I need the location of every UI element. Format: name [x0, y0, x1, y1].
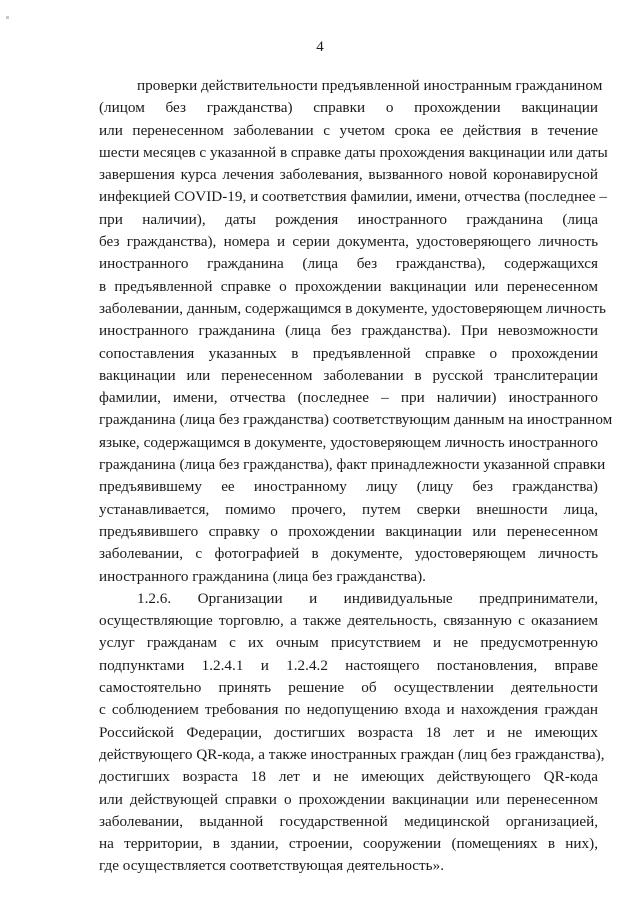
text-line: без гражданства), номера и серии документа, удостоверяющего личность	[99, 233, 598, 251]
text-line: сопоставления указанных в предъявленной справке о прохождении	[99, 344, 598, 362]
scan-mark	[6, 16, 9, 19]
text-line: иностранного гражданина (лица без гражданства), содержащихся	[99, 255, 598, 273]
text-line: гражданина (лица без гражданства) соответствующим данным на иностранном	[99, 411, 613, 429]
text-line: иностранного гражданина (лица без гражданства). При невозможности	[99, 322, 598, 340]
text-line: в предъявленной справке о прохождении вакцинации или перенесенном	[99, 277, 598, 295]
text-line: при наличии), даты рождения иностранного гражданина (лица	[99, 210, 598, 228]
text-line: 1.2.6. Организации и индивидуальные предприниматели,	[137, 589, 598, 607]
document-body	[99, 75, 613, 878]
text-line: достигших возраста 18 лет и не имеющих действующего QR-кода	[99, 768, 598, 786]
text-line: самостоятельно принять решение об осуществлении деятельности	[99, 679, 598, 697]
text-line: заболевании, с фотографией в документе, удостоверяющем личность	[99, 545, 598, 563]
paragraph-1-2-6	[99, 588, 605, 878]
text-line: или действующей справки о прохождении вакцинации или перенесенном	[99, 790, 598, 808]
text-line: услуг гражданам с их очным присутствием и не предусмотренную	[99, 634, 598, 652]
text-line: предъявившему ее иностранному лицу (лицу без гражданства)	[99, 478, 598, 496]
text-line: осуществляющие торговлю, а также деятельность, связанную с оказанием	[99, 612, 598, 630]
text-line: подпунктами 1.2.4.1 и 1.2.4.2 настоящего постановления, вправе	[99, 656, 598, 674]
paragraph-verification	[99, 75, 613, 588]
text-line: инфекцией COVID-19, и соответствия фамилии, имени, отчества (последнее –	[99, 188, 607, 206]
text-line: проверки действительности предъявленной иностранным гражданином	[137, 77, 603, 94]
text-line: гражданина (лица без гражданства), факт принадлежности указанной справки	[99, 456, 606, 474]
text-line: заболевании, выданной государственной медицинской организацией,	[99, 812, 598, 830]
text-line: или перенесенном заболевании с учетом срока ее действия в течение	[99, 121, 598, 139]
text-line: языке, содержащимся в документе, удостоверяющем личность иностранного	[99, 433, 598, 451]
text-line: с соблюдением требования по недопущению входа и нахождения граждан	[99, 701, 598, 719]
text-line: действующего QR-кода, а также иностранных граждан (лиц без гражданства),	[99, 745, 605, 763]
text-line: Российской Федерации, достигших возраста 18 лет и не имеющих	[99, 723, 598, 741]
text-line: фамилии, имени, отчества (последнее – при наличии) иностранного	[99, 389, 598, 407]
text-line: заболевании, данным, содержащимся в документе, удостоверяющем личность	[99, 299, 606, 317]
text-line: шести месяцев с указанной в справке даты прохождения вакцинации или даты	[99, 143, 608, 161]
text-line: завершения курса лечения заболевания, вызванного новой коронавирусной	[99, 166, 598, 184]
text-line: предъявившего справку о прохождении вакцинации или перенесенном	[99, 522, 598, 540]
text-line: вакцинации или перенесенном заболевании в русской транслитерации	[99, 366, 598, 384]
text-line: (лицом без гражданства) справки о прохождении вакцинации	[99, 99, 598, 117]
text-line: где осуществляется соответствующая деятельность».	[99, 857, 444, 875]
page-number: 4	[316, 39, 324, 55]
text-line: на территории, в здании, строении, сооружении (помещениях в них),	[99, 835, 598, 853]
text-line: иностранного гражданина (лица без гражданства).	[99, 567, 426, 585]
text-line: устанавливается, помимо прочего, путем сверки внешности лица,	[99, 500, 598, 518]
